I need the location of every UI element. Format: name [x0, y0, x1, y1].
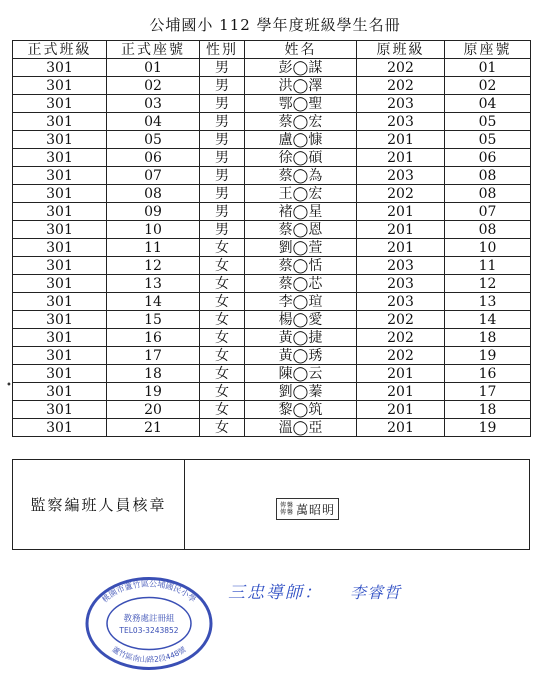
cell-name: 蔡◯恬 [245, 257, 357, 275]
chop-small-bottom: 傳馨 [280, 509, 295, 516]
cell-original-seat: 10 [445, 239, 531, 257]
cell-official-seat: 12 [107, 257, 200, 275]
cell-original-class: 202 [357, 329, 445, 347]
table-row [13, 293, 531, 311]
cell-official-seat: 07 [107, 167, 200, 185]
cell-original-class: 202 [357, 311, 445, 329]
cell-official-seat: 18 [107, 365, 200, 383]
cell-official-seat: 16 [107, 329, 200, 347]
table-row [13, 311, 531, 329]
cell-original-seat: 11 [445, 257, 531, 275]
cell-original-class: 201 [357, 401, 445, 419]
table-row [13, 383, 531, 401]
cell-official-seat: 17 [107, 347, 200, 365]
cell-official-class: 301 [13, 95, 107, 113]
cell-official-class: 301 [13, 365, 107, 383]
cell-name: 洪◯澤 [245, 77, 357, 95]
cell-official-class: 301 [13, 293, 107, 311]
cell-official-class: 301 [13, 401, 107, 419]
header-official-class: 正式班級 [13, 41, 107, 59]
header-gender: 性別 [200, 41, 245, 59]
cell-original-seat: 08 [445, 185, 531, 203]
table-row [13, 347, 531, 365]
cell-official-seat: 20 [107, 401, 200, 419]
student-roster-table [12, 40, 531, 437]
stamp-line1: 桃園市蘆竹區公埔國民小學 [100, 579, 198, 605]
cell-official-seat: 01 [107, 59, 200, 77]
cell-original-class: 202 [357, 185, 445, 203]
cell-official-class: 301 [13, 275, 107, 293]
cell-original-class: 203 [357, 293, 445, 311]
cell-gender: 女 [200, 239, 245, 257]
cell-original-class: 201 [357, 221, 445, 239]
cell-gender: 女 [200, 329, 245, 347]
cell-official-seat: 03 [107, 95, 200, 113]
cell-official-class: 301 [13, 347, 107, 365]
stamp-line3: TEL03-3243852 [119, 626, 179, 635]
cell-original-seat: 18 [445, 329, 531, 347]
table-row [13, 221, 531, 239]
cell-gender: 男 [200, 95, 245, 113]
stamp-line4: 蘆竹區南山路2段448號 [110, 644, 188, 665]
cell-name: 彭◯謀 [245, 59, 357, 77]
cell-official-seat: 15 [107, 311, 200, 329]
cell-original-class: 201 [357, 203, 445, 221]
cell-original-seat: 05 [445, 131, 531, 149]
cell-name: 黎◯筑 [245, 401, 357, 419]
table-row [13, 239, 531, 257]
cell-gender: 女 [200, 365, 245, 383]
cell-original-class: 203 [357, 95, 445, 113]
cell-original-seat: 19 [445, 419, 531, 437]
cell-official-class: 301 [13, 149, 107, 167]
cell-gender: 女 [200, 419, 245, 437]
cell-name: 劉◯蓁 [245, 383, 357, 401]
cell-original-seat: 04 [445, 95, 531, 113]
cell-original-class: 201 [357, 131, 445, 149]
table-row [13, 257, 531, 275]
cell-original-class: 201 [357, 383, 445, 401]
cell-name: 劉◯萱 [245, 239, 357, 257]
cell-official-class: 301 [13, 203, 107, 221]
table-row [13, 149, 531, 167]
cell-official-class: 301 [13, 131, 107, 149]
chop-small-text [280, 502, 294, 516]
cell-name: 王◯宏 [245, 185, 357, 203]
cell-original-seat: 18 [445, 401, 531, 419]
cell-official-seat: 19 [107, 383, 200, 401]
cell-original-seat: 08 [445, 167, 531, 185]
chop-small-top: 傳馨 [280, 502, 295, 509]
cell-name: 黃◯捷 [245, 329, 357, 347]
cell-original-class: 203 [357, 113, 445, 131]
cell-official-class: 301 [13, 329, 107, 347]
cell-gender: 女 [200, 401, 245, 419]
supervisor-label: 監察編班人員核章 [13, 460, 185, 549]
cell-name: 徐◯碩 [245, 149, 357, 167]
cell-official-seat: 14 [107, 293, 200, 311]
cell-gender: 女 [200, 383, 245, 401]
cell-official-class: 301 [13, 311, 107, 329]
cell-official-seat: 04 [107, 113, 200, 131]
cell-gender: 女 [200, 311, 245, 329]
cell-original-class: 202 [357, 59, 445, 77]
cell-name: 溫◯亞 [245, 419, 357, 437]
table-row [13, 419, 531, 437]
cell-official-class: 301 [13, 59, 107, 77]
header-name: 姓名 [245, 41, 357, 59]
cell-original-seat: 16 [445, 365, 531, 383]
table-row [13, 167, 531, 185]
cell-original-class: 203 [357, 167, 445, 185]
cell-gender: 女 [200, 257, 245, 275]
table-row [13, 131, 531, 149]
cell-original-seat: 02 [445, 77, 531, 95]
table-row [13, 203, 531, 221]
table-row [13, 275, 531, 293]
school-registration-stamp [84, 576, 214, 671]
teacher-signature: 李睿哲 [350, 583, 402, 602]
cell-official-class: 301 [13, 221, 107, 239]
cell-name: 鄂◯聖 [245, 95, 357, 113]
cell-name: 李◯瑄 [245, 293, 357, 311]
cell-gender: 男 [200, 185, 245, 203]
cell-gender: 男 [200, 59, 245, 77]
cell-gender: 女 [200, 347, 245, 365]
table-row [13, 95, 531, 113]
cell-official-class: 301 [13, 419, 107, 437]
cell-official-class: 301 [13, 239, 107, 257]
cell-official-class: 301 [13, 77, 107, 95]
chop-name: 萬昭明 [296, 502, 336, 517]
table-header-row [13, 41, 531, 59]
cell-original-seat: 19 [445, 347, 531, 365]
cell-name: 盧◯慷 [245, 131, 357, 149]
table-row [13, 365, 531, 383]
cell-official-seat: 05 [107, 131, 200, 149]
signature-area [185, 460, 529, 549]
cell-official-seat: 21 [107, 419, 200, 437]
cell-original-seat: 07 [445, 203, 531, 221]
cell-name: 黃◯琇 [245, 347, 357, 365]
cell-original-seat: 14 [445, 311, 531, 329]
supervisor-signoff-box [12, 459, 530, 550]
cell-name: 蔡◯恩 [245, 221, 357, 239]
cell-official-seat: 08 [107, 185, 200, 203]
cell-name: 蔡◯為 [245, 167, 357, 185]
header-original-seat: 原座號 [445, 41, 531, 59]
cell-official-class: 301 [13, 257, 107, 275]
cell-original-class: 201 [357, 365, 445, 383]
cell-gender: 男 [200, 149, 245, 167]
cell-original-seat: 01 [445, 59, 531, 77]
cell-gender: 女 [200, 293, 245, 311]
cell-original-seat: 05 [445, 113, 531, 131]
table-row [13, 113, 531, 131]
header-official-seat: 正式座號 [107, 41, 200, 59]
cell-original-seat: 08 [445, 221, 531, 239]
cell-original-class: 201 [357, 149, 445, 167]
cell-gender: 男 [200, 167, 245, 185]
cell-official-seat: 09 [107, 203, 200, 221]
cell-official-seat: 10 [107, 221, 200, 239]
cell-gender: 女 [200, 275, 245, 293]
cell-original-seat: 06 [445, 149, 531, 167]
table-row [13, 329, 531, 347]
cell-official-seat: 02 [107, 77, 200, 95]
cell-official-class: 301 [13, 383, 107, 401]
cell-name: 褚◯星 [245, 203, 357, 221]
cell-name: 楊◯愛 [245, 311, 357, 329]
cell-original-class: 203 [357, 257, 445, 275]
cell-gender: 男 [200, 221, 245, 239]
name-chop [276, 498, 339, 520]
cell-original-seat: 13 [445, 293, 531, 311]
cell-name: 蔡◯宏 [245, 113, 357, 131]
header-original-class: 原班級 [357, 41, 445, 59]
cell-official-class: 301 [13, 185, 107, 203]
cell-gender: 男 [200, 203, 245, 221]
table-row [13, 59, 531, 77]
table-row [13, 401, 531, 419]
cell-original-seat: 12 [445, 275, 531, 293]
cell-name: 蔡◯芯 [245, 275, 357, 293]
table-row [13, 77, 531, 95]
cell-official-class: 301 [13, 113, 107, 131]
stamp-line2: 教務處註冊組 [123, 614, 175, 624]
cell-name: 陳◯云 [245, 365, 357, 383]
cell-gender: 男 [200, 131, 245, 149]
cell-official-seat: 11 [107, 239, 200, 257]
cell-original-class: 201 [357, 419, 445, 437]
page-title: 公埔國小 112 學年度班級學生名冊 [149, 16, 401, 34]
cell-gender: 男 [200, 113, 245, 131]
homeroom-teacher-label: 三忠導師： [228, 583, 323, 603]
cell-gender: 男 [200, 77, 245, 95]
scan-mark: • [6, 380, 12, 391]
cell-original-class: 202 [357, 77, 445, 95]
cell-official-class: 301 [13, 167, 107, 185]
table-row [13, 185, 531, 203]
cell-official-seat: 06 [107, 149, 200, 167]
cell-original-seat: 17 [445, 383, 531, 401]
cell-original-class: 202 [357, 347, 445, 365]
cell-official-seat: 13 [107, 275, 200, 293]
cell-original-class: 201 [357, 239, 445, 257]
cell-original-class: 203 [357, 275, 445, 293]
